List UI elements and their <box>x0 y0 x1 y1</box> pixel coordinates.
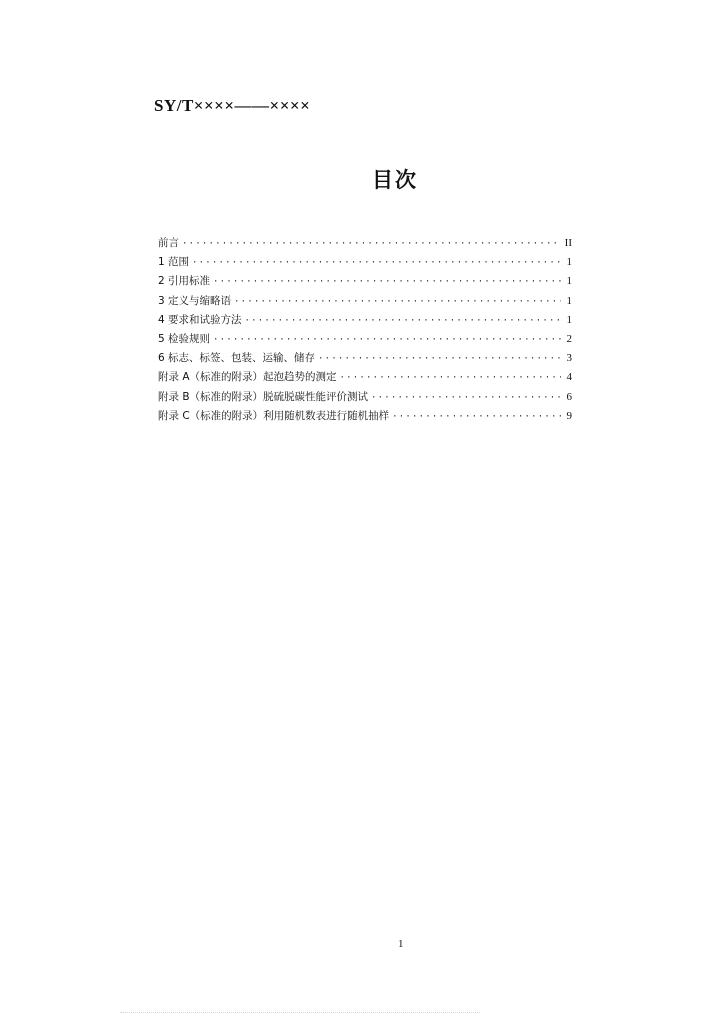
toc-entry-foreword <box>158 234 572 253</box>
toc-entry-label: 前言 <box>158 237 179 249</box>
standard-code: SY/T××××——×××× <box>154 96 311 115</box>
toc-entry-label: 附录 B（标准的附录）脱硫脱碳性能评价测试 <box>158 390 369 403</box>
toc-leader-dots <box>392 408 561 427</box>
toc-entry-label: 5 检验规则 <box>158 332 211 345</box>
toc-leader-dots <box>182 235 561 254</box>
table-of-contents <box>158 234 572 426</box>
toc-leader-dots <box>371 389 561 408</box>
toc-entry-page: 1 <box>566 256 572 269</box>
toc-leader-dots <box>234 293 561 312</box>
toc-leader-dots <box>340 369 561 388</box>
toc-entry-page: 6 <box>566 390 572 403</box>
toc-entry-annex-c <box>158 407 572 426</box>
toc-entry-label: 2 引用标准 <box>158 275 211 288</box>
toc-leader-dots <box>192 254 561 273</box>
toc-entry-page: 4 <box>566 371 572 384</box>
toc-entry-marking <box>158 349 572 368</box>
toc-entry-page: II <box>564 237 572 249</box>
page-title: 目次 <box>372 168 418 192</box>
toc-entry-page: 9 <box>566 409 572 422</box>
toc-entry-inspection <box>158 330 572 349</box>
scan-artifact <box>120 1012 480 1019</box>
toc-leader-dots <box>318 350 561 369</box>
toc-entry-requirements <box>158 311 572 330</box>
toc-leader-dots <box>245 312 561 331</box>
page-number: 1 <box>398 938 404 950</box>
toc-leader-dots <box>213 273 561 292</box>
toc-entry-scope <box>158 253 572 272</box>
toc-entry-definitions <box>158 292 572 311</box>
toc-entry-page: 3 <box>566 352 572 365</box>
toc-leader-dots <box>213 331 561 350</box>
toc-entry-label: 4 要求和试验方法 <box>158 313 242 326</box>
toc-entry-page: 1 <box>566 275 572 288</box>
toc-entry-references <box>158 272 572 291</box>
toc-entry-label: 6 标志、标签、包装、运输、储存 <box>158 352 316 365</box>
toc-entry-annex-a <box>158 368 572 387</box>
toc-entry-label: 附录 C（标准的附录）利用随机数表进行随机抽样 <box>158 409 390 422</box>
toc-entry-label: 3 定义与缩略语 <box>158 294 232 307</box>
toc-entry-page: 2 <box>566 332 572 345</box>
toc-entry-page: 1 <box>566 294 572 307</box>
toc-entry-page: 1 <box>566 313 572 326</box>
toc-entry-label: 附录 A（标准的附录）起泡趋势的测定 <box>158 371 337 384</box>
toc-entry-label: 1 范围 <box>158 256 190 269</box>
toc-entry-annex-b <box>158 388 572 407</box>
